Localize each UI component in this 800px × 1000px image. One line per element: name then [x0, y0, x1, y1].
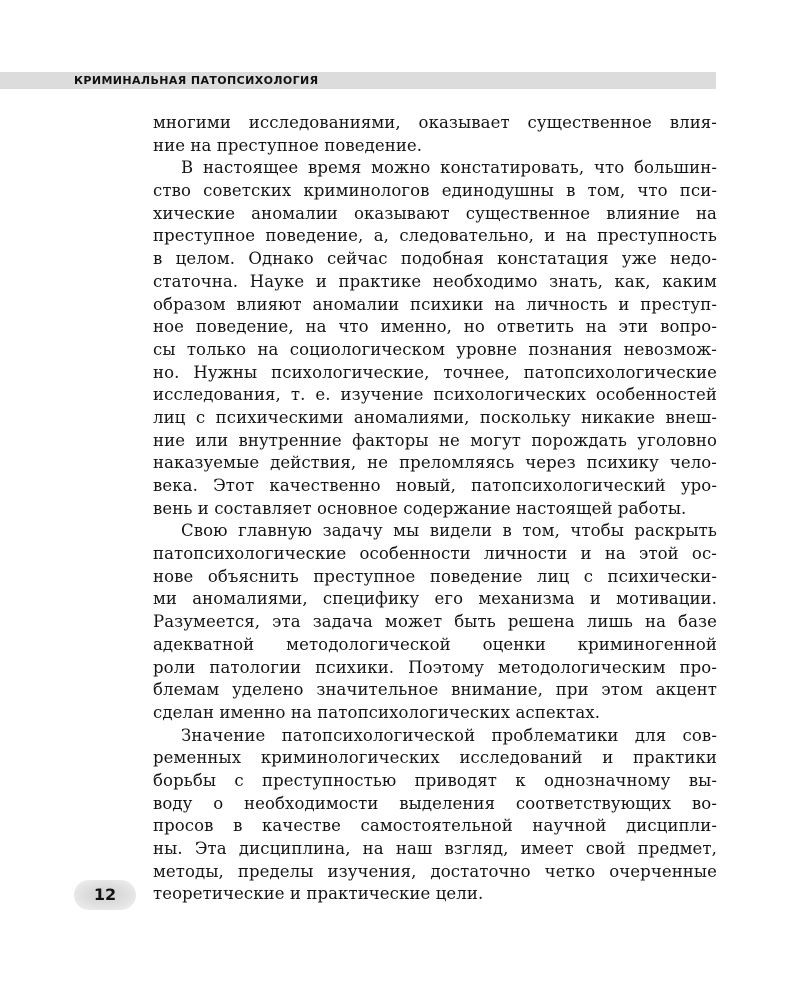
- text-line: борьбы с преступностью приводят к однозначному вы-: [153, 770, 717, 790]
- paragraph-first-line: Значение патопсихологической проблематики для сов-: [181, 725, 717, 745]
- text-line: преступное поведение, а, следовательно, и на преступность: [153, 226, 717, 246]
- text-line: теоретические и практические цели.: [153, 884, 484, 904]
- text-line: воду о необходимости выделения соответствующих во-: [153, 793, 717, 813]
- text-line: исследования, т. е. изучение психологических особенностей: [153, 385, 717, 405]
- page-number: 12: [93, 885, 117, 904]
- text-line: века. Этот качественно новый, патопсихологический уро-: [153, 476, 717, 495]
- text-line: статочна. Науке и практике необходимо знать, как, каким: [153, 271, 717, 291]
- text-line: роли патологии психики. Поэтому методологическим про-: [153, 657, 717, 677]
- text-line: ние на преступное поведение.: [153, 135, 423, 155]
- text-line: образом влияют аномалии психики на личность и преступ-: [153, 294, 717, 314]
- text-line: в целом. Однако сейчас подобная констатация уже недо-: [153, 249, 717, 269]
- text-line: методы, пределы изучения, достаточно четко очерченные: [153, 861, 717, 881]
- text-line: лиц с психическими аномалиями, поскольку никакие внеш-: [153, 407, 717, 427]
- text-line: Разумеется, эта задача может быть решена лишь на базе: [153, 612, 717, 632]
- text-line: ство советских криминологов единодушны в том, что пси-: [153, 181, 717, 201]
- text-line: ременных криминологических исследований и практики: [153, 748, 717, 768]
- body-text: [153, 112, 717, 906]
- text-line: адекватной методологической оценки криминогенной: [153, 634, 717, 654]
- text-line: ние или внутренние факторы не могут порождать уголовно: [153, 430, 717, 450]
- text-line: блемам уделено значительное внимание, при этом акцент: [153, 680, 717, 700]
- paragraph-first-line: В настоящее время можно констатировать, что большин-: [181, 158, 717, 178]
- running-header-title: КРИМИНАЛЬНАЯ ПАТОПСИХОЛОГИЯ: [74, 74, 319, 87]
- text-line: ное поведение, на что именно, но ответить на эти вопро-: [153, 317, 717, 337]
- text-line: сы только на социологическом уровне познания невозмож-: [153, 339, 717, 359]
- text-line: ны. Эта дисциплина, на наш взгляд, имеет свой предмет,: [153, 839, 717, 858]
- running-header: [0, 72, 716, 89]
- page-number-badge: [74, 880, 136, 910]
- text-line: ми аномалиями, специфику его механизма и мотивации.: [153, 589, 717, 609]
- text-line: вень и составляет основное содержание настоящей работы.: [153, 498, 687, 518]
- text-line: наказуемые действия, не преломляясь через психику чело-: [153, 453, 717, 473]
- paragraph-first-line: Свою главную задачу мы видели в том, чтобы раскрыть: [181, 521, 717, 541]
- text-line: просов в качестве самостоятельной научной дисципли-: [153, 816, 717, 836]
- text-line: патопсихологические особенности личности и на этой ос-: [153, 544, 717, 564]
- text-line: но. Нужны психологические, точнее, патопсихологические: [153, 362, 717, 382]
- text-line: нове объяснить преступное поведение лиц с психически-: [153, 566, 717, 586]
- text-line: многими исследованиями, оказывает существенное влия-: [153, 113, 717, 132]
- text-line: сделан именно на патопсихологических аспектах.: [153, 702, 601, 722]
- text-line: хические аномалии оказывают существенное влияние на: [153, 203, 717, 223]
